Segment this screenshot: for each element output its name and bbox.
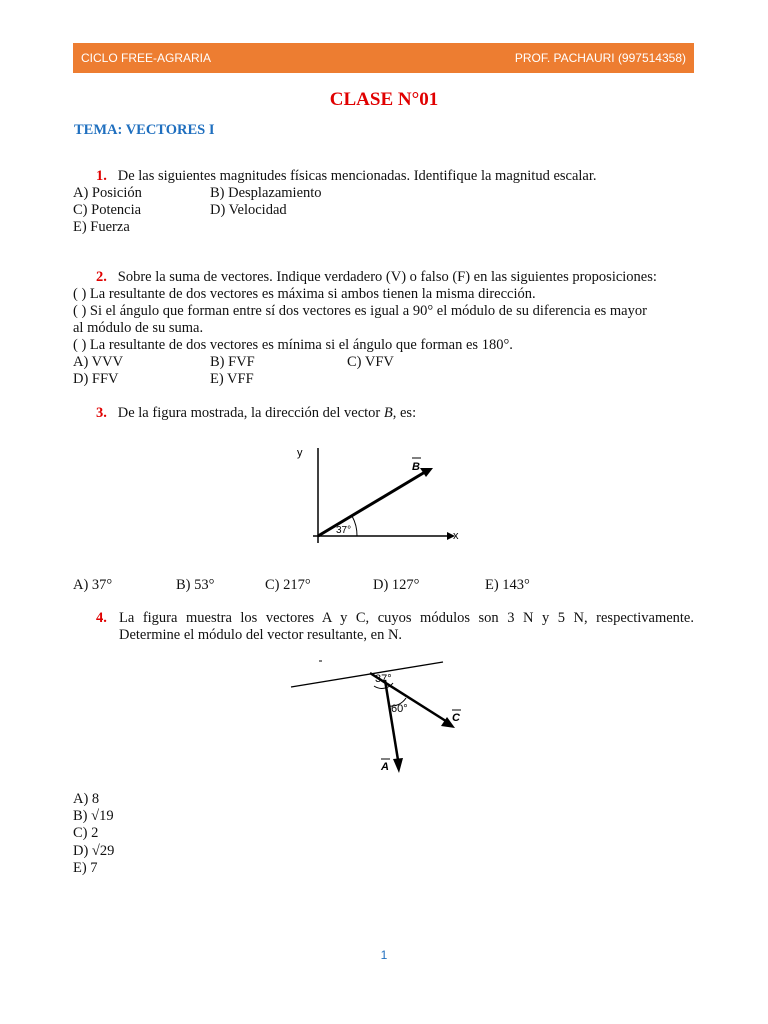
statement-1: ( ) La resultante de dos vectores es máxima si ambos tienen la misma dirección. bbox=[73, 286, 536, 302]
page-title: CLASE N°01 bbox=[329, 89, 439, 110]
option-d: D) √29 bbox=[73, 843, 115, 859]
option-c: C) VFV bbox=[347, 354, 394, 370]
statement-3: ( ) La resultante de dos vectores es mínima si el ángulo que forman es 180°. bbox=[73, 337, 513, 353]
option-e: E) 143° bbox=[485, 577, 530, 593]
option-c: C) 217° bbox=[265, 577, 311, 593]
angle-60-label: 60° bbox=[391, 703, 408, 715]
question-2 bbox=[96, 269, 657, 286]
option-e: E) VFF bbox=[210, 371, 254, 387]
option-e: E) 7 bbox=[73, 860, 98, 876]
option-a: A) VVV bbox=[73, 354, 124, 370]
vector-b-label: B bbox=[412, 461, 420, 473]
option-c: C) 2 bbox=[73, 825, 99, 841]
angle-label: 37° bbox=[336, 525, 352, 536]
vector-b bbox=[318, 472, 425, 536]
question-4-line-2: Determine el módulo del vector resultante, en N. bbox=[119, 627, 403, 643]
angle-arc bbox=[352, 516, 357, 536]
topic-heading: TEMA: VECTORES I bbox=[74, 122, 215, 138]
question-text: De las siguientes magnitudes físicas mencionadas. Identifique la magnitud escalar. bbox=[117, 168, 597, 184]
statement-2: ( ) Si el ángulo que forman entre sí dos vectores es igual a 90° el módulo de su diferencia es mayor bbox=[73, 303, 647, 319]
question-4-line-1: La figura muestra los vectores A y C, cuyos módulos son 3 N y 5 N, respectivamente. bbox=[119, 610, 694, 626]
y-axis-label: y bbox=[297, 447, 303, 459]
vector-c-label: C bbox=[452, 712, 460, 724]
vector-a-label: A bbox=[381, 761, 389, 773]
professor-contact: PROF. PACHAURI (997514358) bbox=[514, 51, 686, 65]
question-number: 1. bbox=[96, 168, 107, 184]
option-b: B) Desplazamiento bbox=[210, 185, 322, 201]
vectors-a-c-figure bbox=[285, 655, 485, 780]
vector-b-figure bbox=[285, 440, 485, 555]
vector-a-arrowhead bbox=[393, 758, 403, 773]
header-banner bbox=[73, 43, 694, 73]
question-number: 2. bbox=[96, 269, 107, 285]
angle-37-label: 37° bbox=[375, 673, 392, 685]
course-name: CICLO FREE-AGRARIA bbox=[81, 51, 212, 65]
question-number: 3. bbox=[96, 405, 107, 421]
vector-b-symbol: B bbox=[383, 405, 393, 421]
page-number: 1 bbox=[380, 948, 388, 962]
option-b: B) √19 bbox=[73, 808, 114, 824]
option-b: B) FVF bbox=[210, 354, 255, 370]
reference-line bbox=[291, 662, 443, 687]
option-d: D) Velocidad bbox=[210, 202, 287, 218]
option-c: C) Potencia bbox=[73, 202, 142, 218]
question-3: 3. De la figura mostrada, la dirección del vector B, es: bbox=[96, 405, 417, 421]
option-a: A) Posición bbox=[73, 185, 142, 201]
option-d: D) 127° bbox=[373, 577, 420, 593]
x-axis-label: x bbox=[453, 530, 459, 542]
question-number: 4. bbox=[96, 610, 107, 626]
option-b: B) 53° bbox=[176, 577, 215, 593]
option-e: E) Fuerza bbox=[73, 219, 130, 235]
option-a: A) 8 bbox=[73, 791, 100, 807]
statement-2-cont: al módulo de su suma. bbox=[73, 320, 204, 336]
option-d: D) FFV bbox=[73, 371, 119, 387]
option-a: A) 37° bbox=[73, 577, 113, 593]
question-text: Sobre la suma de vectores. Indique verdadero (V) o falso (F) en las siguientes proposiciones: bbox=[117, 269, 657, 285]
question-1 bbox=[96, 168, 597, 185]
vector-a bbox=[385, 680, 398, 760]
